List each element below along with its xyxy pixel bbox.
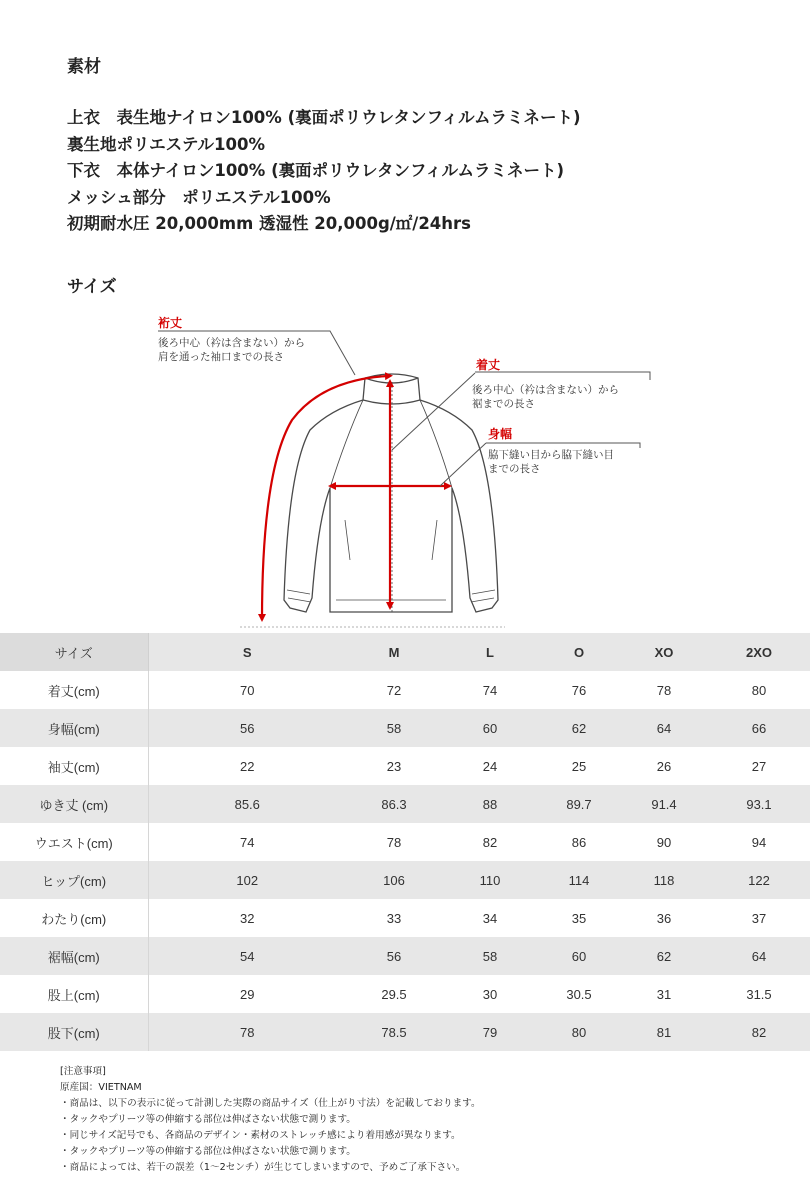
size-header-xo: XO [620,633,708,671]
table-cell: 78 [386,834,402,850]
table-row [0,671,810,709]
size-header-label: サイズ [0,633,148,671]
table-cell: 62 [620,937,708,975]
table-cell: 74 [240,834,255,850]
table-cell: 64 [620,709,708,747]
row-label: 身幅(cm) [0,709,148,747]
notes [60,1064,481,1176]
table-cell: 31 [656,986,672,1002]
table-cell: 72 [386,682,402,698]
table-row [0,899,810,937]
table-row [0,709,810,747]
material-heading: 素材 [67,57,101,77]
table-cell: 74 [482,682,498,698]
row-label: ウエスト(cm) [0,823,148,861]
table-row [0,785,810,823]
table-cell: 106 [346,861,442,899]
size-table [0,633,811,1051]
note-line: ・タックやプリーツ等の伸縮する部位は伸ばさない状態で測ります。 [60,1114,356,1125]
table-cell: 36 [656,910,672,926]
table-cell: 86.3 [346,785,442,823]
table-cell: 56 [346,937,442,975]
row-label: 着丈(cm) [0,671,148,709]
material-line-top-lining: 裏生地ポリエステル100% [67,135,265,154]
table-cell: 80 [751,682,767,698]
size-table-body [0,671,810,1051]
table-cell: 118 [620,861,708,899]
sleeve-desc-1: 後ろ中心（衿は含まない）から [158,337,305,349]
table-cell: 78 [656,682,672,698]
length-desc-1: 後ろ中心（衿は含まない）から [472,384,619,396]
table-cell: 27 [751,758,767,774]
table-cell: 25 [571,758,587,774]
table-cell: 114 [538,861,620,899]
table-cell: 22 [240,758,255,774]
table-cell: 78 [148,1013,346,1051]
table-cell: 122 [708,861,810,899]
table-cell: 34 [482,910,498,926]
row-label: ゆき丈 (cm) [0,785,148,823]
row-label: 裾幅(cm) [0,937,148,975]
table-row [0,861,810,899]
table-row [0,823,810,861]
size-header-s: S [148,633,346,671]
table-cell: 93.1 [708,785,810,823]
table-cell: 86 [571,834,587,850]
material-line-top-outer: 上衣 表生地ナイロン100% (裏面ポリウレタンフィルムラミネート) [67,108,581,127]
table-cell: 70 [240,682,255,698]
table-cell: 85.6 [148,785,346,823]
table-cell: 58 [442,937,538,975]
table-cell: 102 [148,861,346,899]
note-line: ・商品によっては、若干の誤差（1〜2センチ）が生じてしまいますので、予めご了承下さい。 [60,1162,466,1173]
size-header-2xo: 2XO [708,633,810,671]
row-label: 袖丈(cm) [0,747,148,785]
size-header-m: M [346,633,442,671]
table-row [0,937,810,975]
table-cell: 94 [751,834,767,850]
note-line: ・商品は、以下の表示に従って計測した実際の商品サイズ（仕上がり寸法）を記載しております。 [60,1098,481,1109]
material-line-bottom-body: 下衣 本体ナイロン100% (裏面ポリウレタンフィルムラミネート) [67,161,565,180]
row-label: 股上(cm) [0,975,148,1013]
table-cell: 24 [482,758,498,774]
table-cell: 35 [571,910,587,926]
material-line-mesh: メッシュ部分 ポリエステル100% [67,188,331,207]
width-title: 身幅 [488,427,513,441]
notes-title: [注意事項] [60,1066,106,1077]
table-cell: 26 [656,758,672,774]
table-cell: 66 [708,709,810,747]
row-label: ヒップ(cm) [0,861,148,899]
table-cell: 80 [538,1013,620,1051]
table-cell: 64 [708,937,810,975]
measurement-diagram [150,305,670,633]
size-table-header [0,633,810,671]
table-cell: 29.5 [381,986,407,1002]
note-line: 原産国：VIETNAM [60,1082,142,1093]
table-row [0,1013,810,1051]
table-cell: 60 [538,937,620,975]
table-cell: 56 [148,709,346,747]
table-cell: 82 [708,1013,810,1051]
sleeve-title: 裄丈 [158,316,183,330]
table-cell: 79 [442,1013,538,1051]
table-cell: 58 [346,709,442,747]
table-cell: 78.5 [346,1013,442,1051]
table-cell: 29 [240,986,255,1002]
sleeve-desc-2: 肩を通った袖口までの長さ [158,351,284,363]
table-cell: 31.5 [746,986,772,1002]
table-cell: 37 [751,910,767,926]
table-cell: 91.4 [620,785,708,823]
table-cell: 110 [442,861,538,899]
size-header-o: O [538,633,620,671]
size-heading: サイズ [67,277,117,297]
table-cell: 30 [482,986,498,1002]
table-cell: 30.5 [566,986,592,1002]
length-desc-2: 裾までの長さ [472,398,535,410]
table-cell: 88 [442,785,538,823]
note-line: ・タックやプリーツ等の伸縮する部位は伸ばさない状態で測ります。 [60,1146,356,1157]
note-line: ・同じサイズ記号でも、各商品のデザイン・素材のストレッチ感により着用感が異なります。 [60,1130,461,1141]
row-label: わたり(cm) [0,899,148,937]
row-label: 股下(cm) [0,1013,148,1051]
table-cell: 33 [386,910,402,926]
table-cell: 76 [571,682,587,698]
table-cell: 62 [538,709,620,747]
table-cell: 32 [240,910,255,926]
table-row [0,747,810,785]
table-row [0,975,810,1013]
length-title: 着丈 [476,358,501,372]
table-cell: 23 [386,758,402,774]
material-line-waterproof: 初期耐水圧 20,000mm 透湿性 20,000g/㎡/24hrs [67,214,471,233]
table-cell: 81 [620,1013,708,1051]
size-header-l: L [442,633,538,671]
width-desc-2: までの長さ [488,463,541,475]
table-cell: 89.7 [538,785,620,823]
width-desc-1: 脇下縫い目から脇下縫い目 [488,449,614,461]
table-cell: 60 [442,709,538,747]
table-cell: 54 [148,937,346,975]
table-cell: 90 [656,834,672,850]
table-cell: 82 [482,834,498,850]
